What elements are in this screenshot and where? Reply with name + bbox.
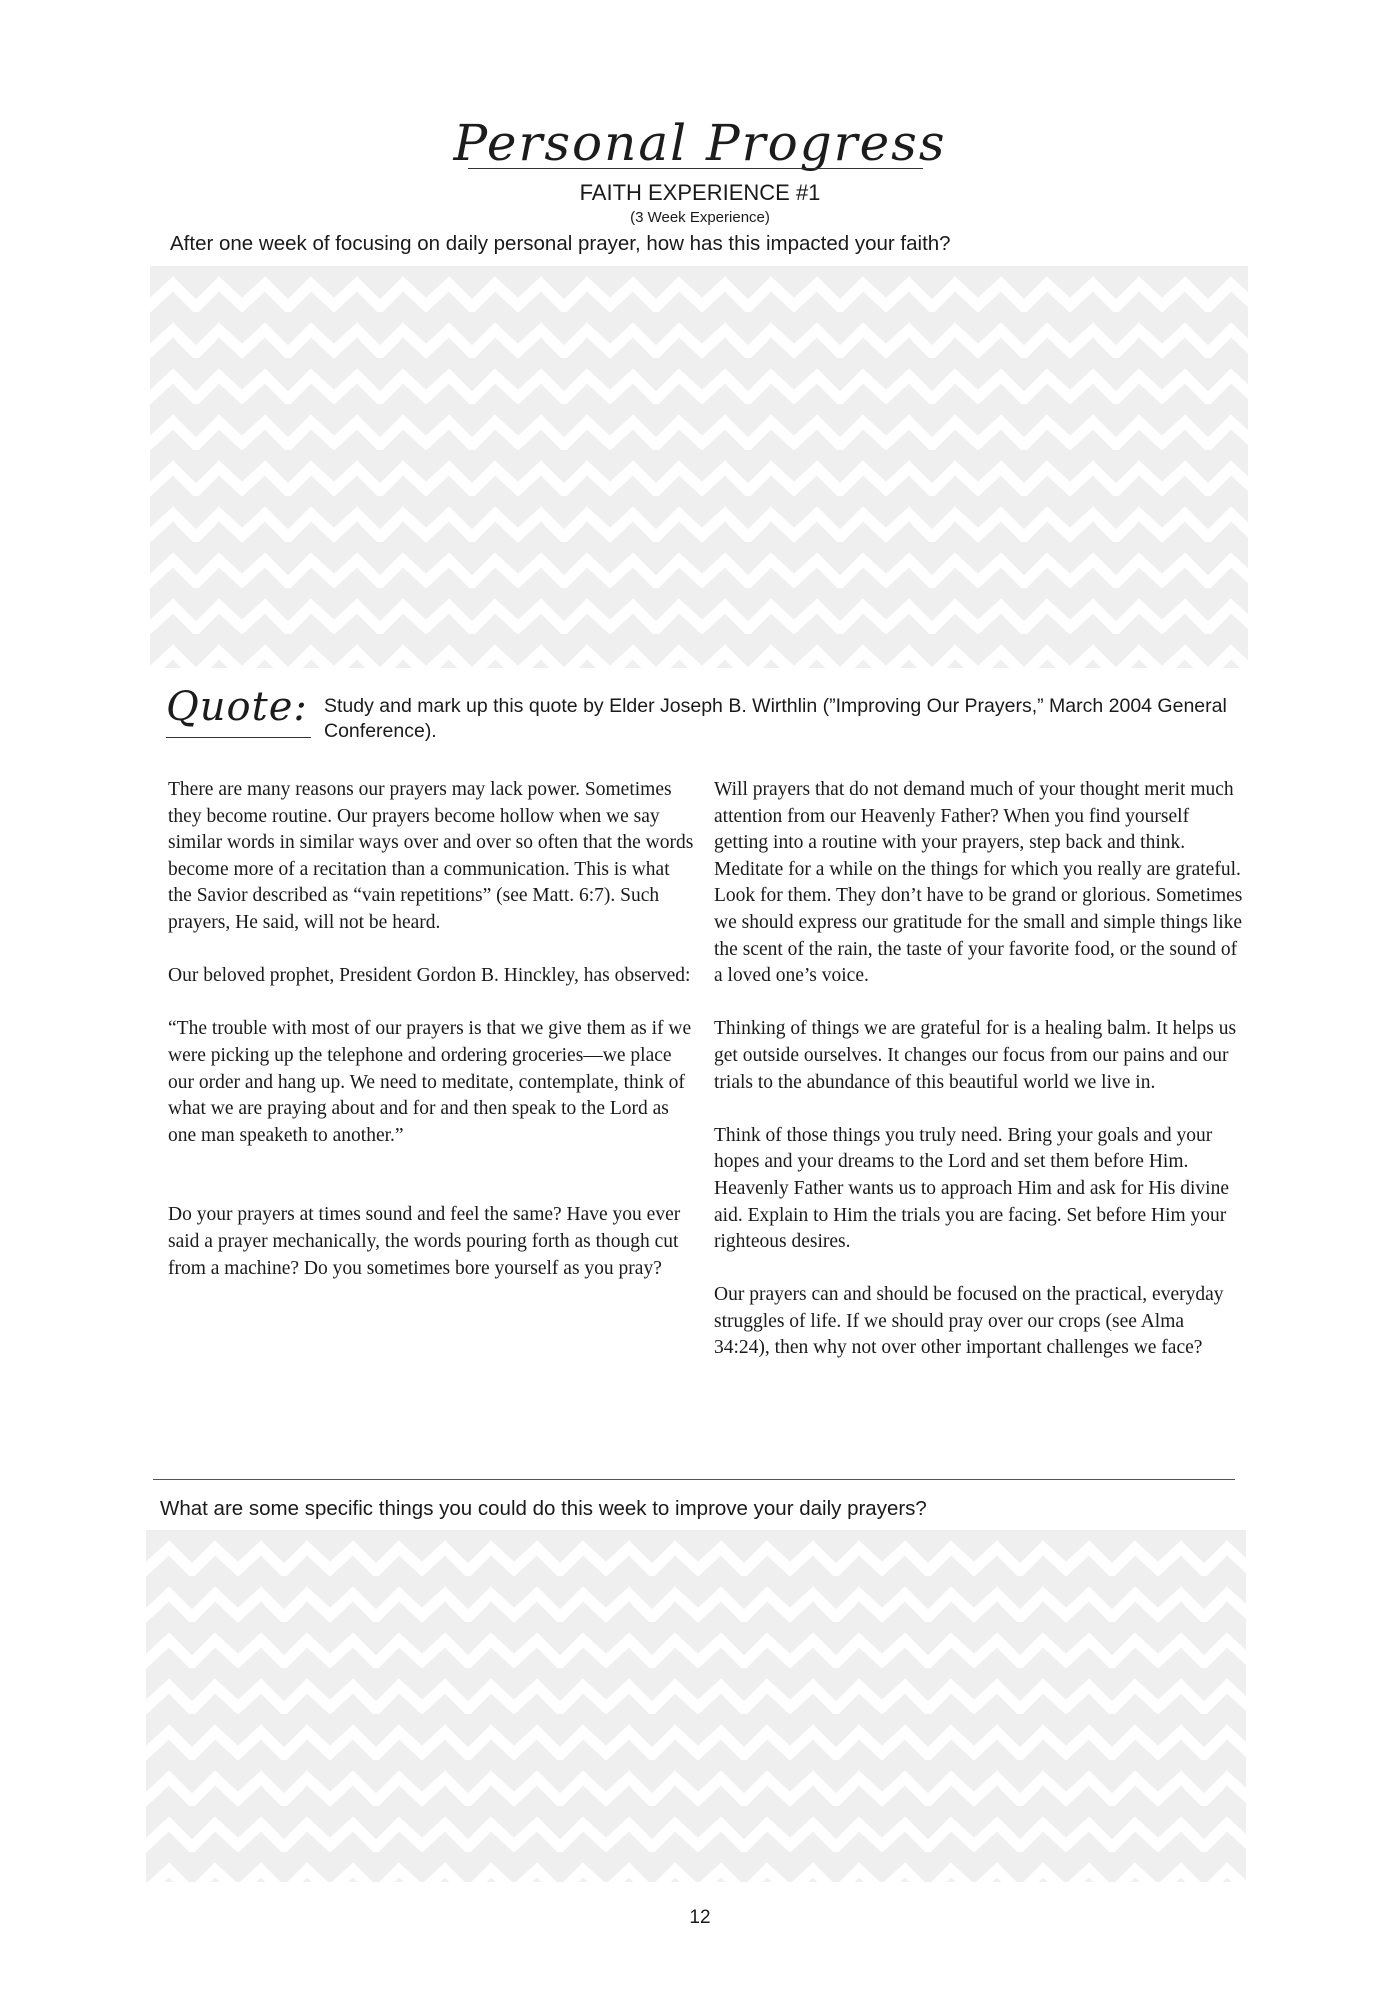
right-paragraph-4: Our prayers can and should be focused on the practical, everyday struggles of life. If we should pray over our crops (see Alma 34:24), then why not over other important challenges we face? <box>714 1284 1224 1359</box>
right-paragraph-2: Thinking of things we are grateful for is a healing balm. It helps us get outside ourselves. It changes our focus from our pains and our trials to the abundance of this beautiful world we live in. <box>714 1018 1237 1093</box>
left-paragraph-1: There are many reasons our prayers may lack power. Sometimes they become routine. Our prayers become hollow when we say similar words in similar ways over and over so often that the words become more of a recitation than a communication. This is what the Savior described as “vain repetitions” (see Matt. 6:7). Such prayers, He said, will not be heard. <box>168 779 694 933</box>
left-column <box>168 777 696 1282</box>
right-paragraph-3: Think of those things you truly need. Bring your goals and your hopes and your dreams to the Lord and set them before Him. Heavenly Father wants us to approach Him and ask for His divine aid. Explain to Him the trials you are facing. Set before Him your righteous desires. <box>714 1124 1229 1253</box>
answer-box-2[interactable] <box>146 1530 1246 1882</box>
right-paragraph-1: Will prayers that do not demand much of your thought merit much attention from our Heavenly Father? When you find yourself getting into a routine with your prayers, step back and think. Meditate for a while on the things for which you really are grateful. Look for them. They don’t have to be grand or glorious. Sometimes we should express our gratitude for the small and simple things like the scent of the rain, the taste of your favorite food, or the sound of a loved one’s voice. <box>714 779 1243 987</box>
right-column <box>714 777 1244 1362</box>
experience-duration: (3 Week Experience) <box>630 209 770 226</box>
left-paragraph-2: Our beloved prophet, President Gordon B. Hinckley, has observed: <box>168 965 691 987</box>
question-1: After one week of focusing on daily personal prayer, how has this impacted your faith? <box>170 232 951 255</box>
quote-intro: Study and mark up this quote by Elder Joseph B. Wirthlin (”Improving Our Prayers,” March 2004 General Conference). <box>324 695 1227 742</box>
answer-box-1[interactable] <box>150 266 1248 668</box>
quote-label: Quote: <box>166 684 308 730</box>
title-underline <box>468 168 923 169</box>
script-title: Personal Progress <box>453 114 947 172</box>
page-subtitle: FAITH EXPERIENCE #1 <box>579 180 821 205</box>
quote-underline <box>166 737 311 738</box>
section-divider <box>153 1479 1235 1480</box>
left-paragraph-4: Do your prayers at times sound and feel the same? Have you ever said a prayer mechanically, the words pouring forth as though cut from a machine? Do you sometimes bore yourself as you pray? <box>168 1204 681 1279</box>
page-number: 12 <box>689 1907 711 1928</box>
left-paragraph-3: “The trouble with most of our prayers is that we give them as if we were picking up the telephone and ordering groceries—we place our order and hang up. We need to meditate, contemplate, think of what we are praying about and for and then speak to the Lord as one man speaketh to another.” <box>168 1018 692 1146</box>
question-2: What are some specific things you could do this week to improve your daily prayers? <box>160 1497 927 1520</box>
